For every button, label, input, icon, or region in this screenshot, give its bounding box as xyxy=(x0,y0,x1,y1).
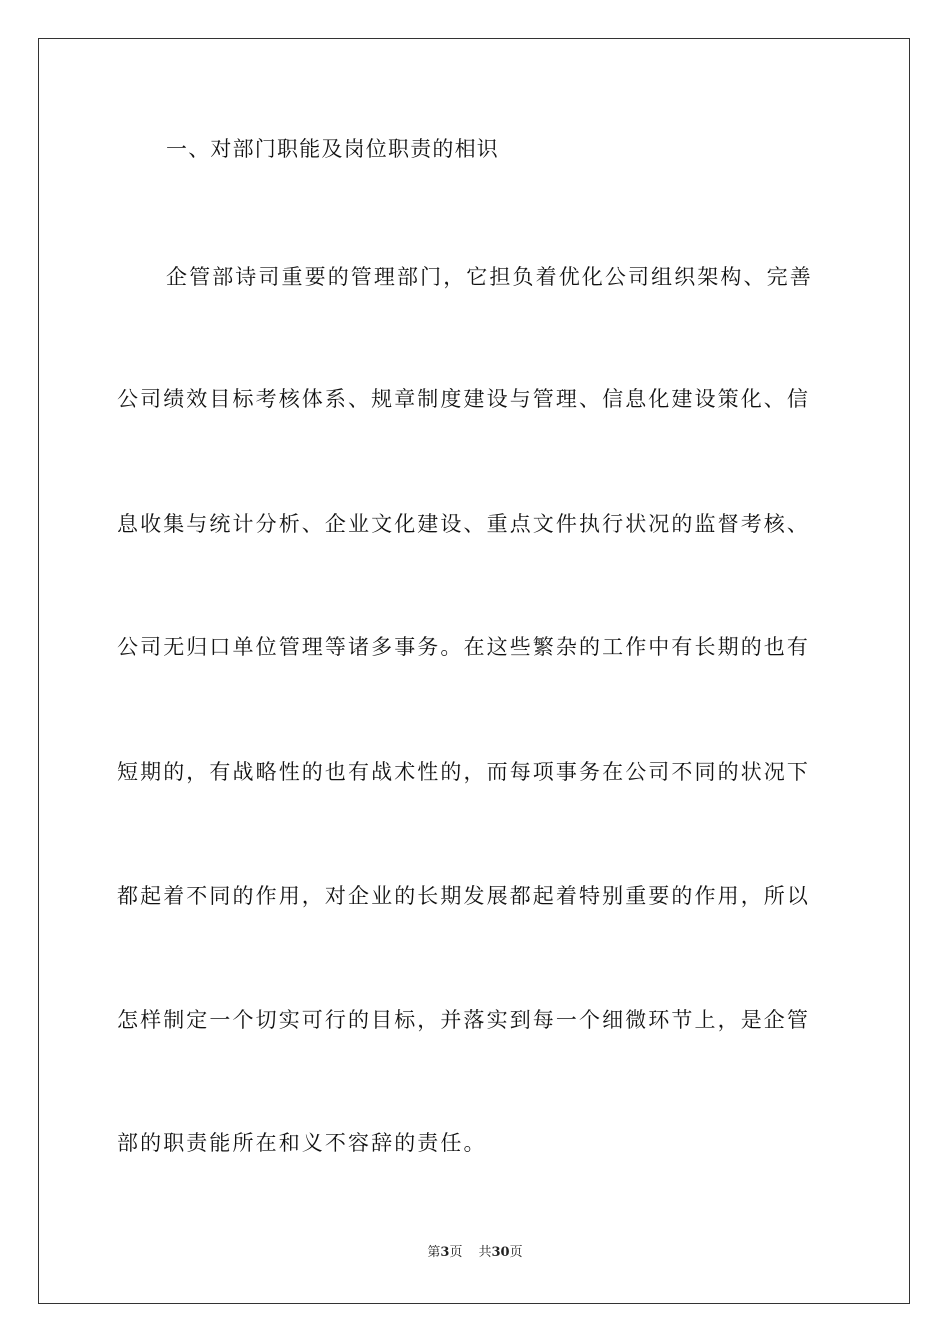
paragraph-line-4: 公司无归口单位管理等诸多事务。在这些繁杂的工作中有长期的也有 xyxy=(117,635,810,659)
paragraph-line-3: 息收集与统计分析、企业文化建设、重点文件执行状况的监督考核、 xyxy=(117,512,810,536)
page-suffix: 页 xyxy=(449,1245,463,1260)
total-pages: 30 xyxy=(491,1245,510,1260)
page-border xyxy=(38,38,910,1304)
total-prefix: 共 xyxy=(478,1245,492,1260)
page-footer xyxy=(0,1244,950,1262)
paragraph-line-7: 怎样制定一个切实可行的目标，并落实到每一个细微环节上，是企管 xyxy=(117,1008,810,1032)
paragraph-line-1: 企管部诗司重要的管理部门，它担负着优化公司组织架构、完善 xyxy=(166,265,813,289)
paragraph-line-6: 都起着不同的作用，对企业的长期发展都起着特别重要的作用，所以 xyxy=(117,884,810,908)
paragraph-line-2: 公司绩效目标考核体系、规章制度建设与管理、信息化建设策化、信 xyxy=(117,387,810,411)
page-number: 3 xyxy=(440,1245,450,1260)
paragraph-line-8: 部的职责能所在和义不容辞的责任。 xyxy=(117,1131,487,1155)
total-suffix: 页 xyxy=(509,1245,523,1260)
page-prefix: 第 xyxy=(427,1245,441,1260)
paragraph-line-5: 短期的，有战略性的也有战术性的，而每项事务在公司不同的状况下 xyxy=(117,760,810,784)
section-heading: 一、对部门职能及岗位职责的相识 xyxy=(166,137,499,161)
